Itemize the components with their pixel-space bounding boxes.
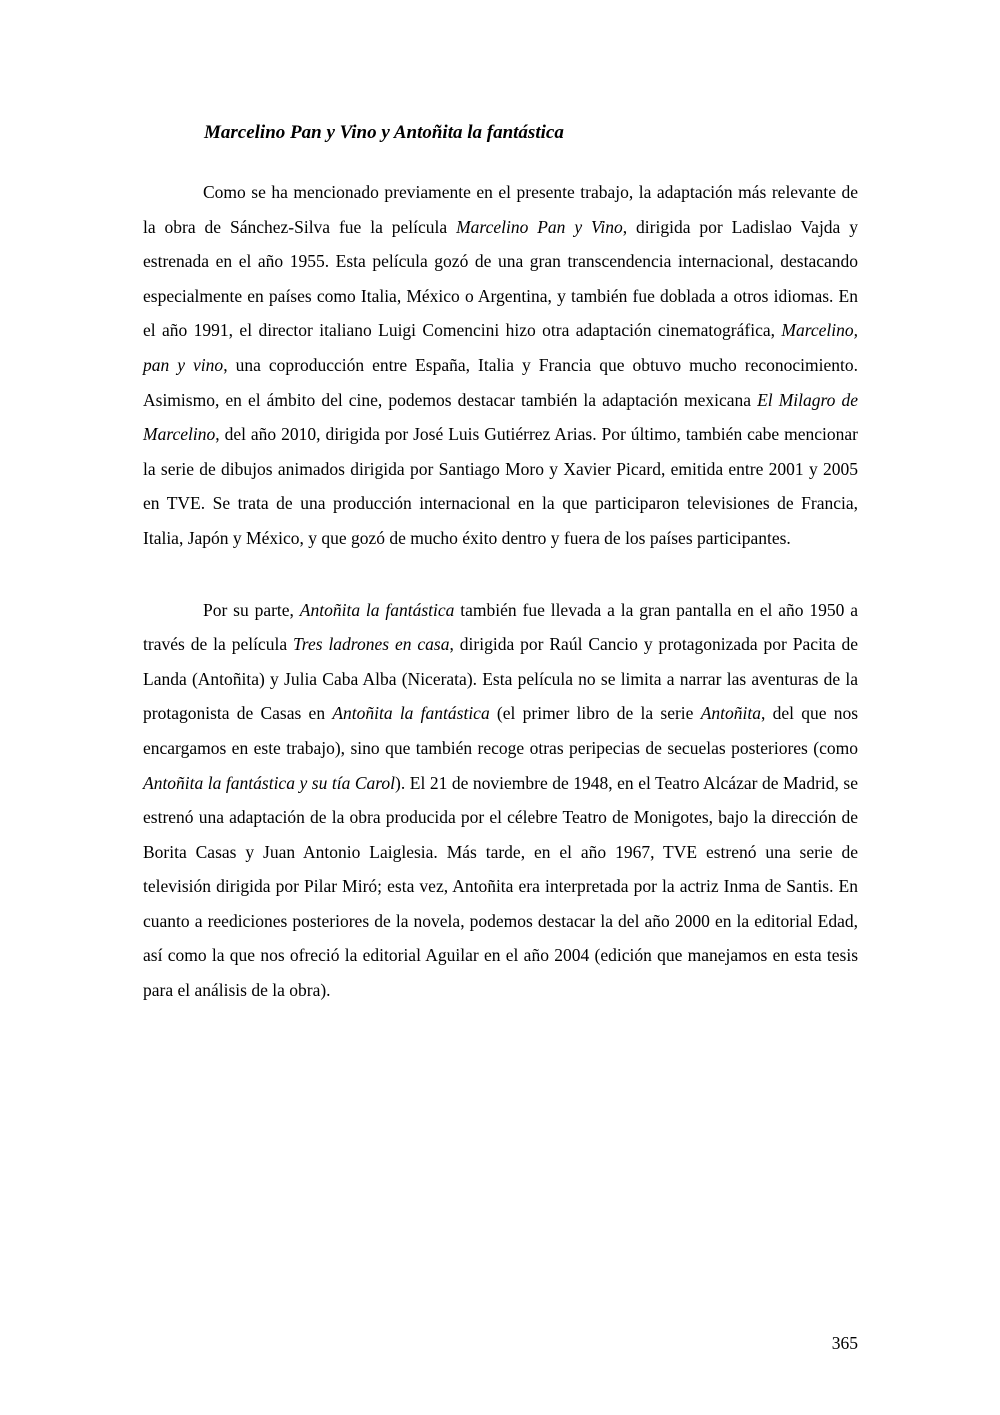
text-segment: ). El 21 de noviembre de 1948, en el Teatro Alcázar de Madrid, se estrenó una adaptación de la obra producida por el célebre Teatro de Monigotes, bajo la dirección de Borita Casas y Juan Antonio Laiglesia. Más tarde, en el año 1967, TVE estrenó una serie de televisión dirigida por Pilar Miró; esta vez, Antoñita era interpretada por la actriz Inma de Santis. En cuanto a reediciones posteriores de la novela, podemos destacar la del año 2000 en la editorial Edad, así como la que nos ofreció la editorial Aguilar en el año 2004 (edición que manejamos en esta tesis para el análisis de la obra). bbox=[143, 772, 858, 1001]
italic-text-segment: Antoñita la fantástica bbox=[299, 599, 455, 620]
paragraph bbox=[143, 593, 858, 1008]
text-segment: Por su parte, bbox=[203, 599, 300, 620]
text-segment: , del año 2010, dirigida por José Luis Gutiérrez Arias. Por último, también cabe mencionar la serie de dibujos animados dirigida por Santiago Moro y Xavier Picard, emitida entre 2001 y 2005 en TVE. Se trata de una producción internacional en la que participaron televisiones de Francia, Italia, Japón y México, y que gozó de mucho éxito dentro y fuera de los países participantes. bbox=[143, 424, 858, 548]
italic-text-segment: Tres ladrones en casa bbox=[293, 634, 450, 655]
page-number: 365 bbox=[831, 1333, 858, 1353]
section-heading: Marcelino Pan y Vino y Antoñita la fantástica bbox=[204, 122, 564, 143]
italic-text-segment: Marcelino, pan y vino bbox=[143, 320, 858, 375]
italic-text-segment: El Milagro de Marcelino bbox=[143, 389, 858, 445]
paragraph bbox=[143, 175, 858, 556]
text-segment: , dirigida por Raúl Cancio y protagonizada por Pacita de Landa (Antoñita) y Julia Caba Alba (Nicerata). Esta película no se limita a narrar las aventuras de la protagonista de Casas en bbox=[143, 634, 859, 724]
italic-text-segment: Antoñita la fantástica bbox=[332, 703, 490, 724]
text-segment: Como se ha mencionado previamente en el presente trabajo, la adaptación más relevante de la obra de Sánchez-Silva fue la película bbox=[143, 182, 858, 237]
italic-text-segment: Marcelino Pan y Vino bbox=[456, 216, 623, 237]
text-segment: también fue llevada a la gran pantalla en el año 1950 a través de la película bbox=[143, 599, 858, 655]
text-segment: (el primer libro de la serie bbox=[489, 703, 701, 724]
italic-text-segment: Antoñita bbox=[700, 703, 761, 724]
italic-text-segment: Antoñita la fantástica y su tía Carol bbox=[143, 772, 396, 793]
text-segment: , del que nos encargamos en este trabajo), sino que también recoge otras peripecias de secuelas posteriores (como bbox=[143, 703, 859, 758]
text-segment: , dirigida por Ladislao Vajda y estrenada en el año 1955. Esta película gozó de una gran transcendencia internacional, destacando especialmente en países como Italia, México o Argentina, y también fue doblada a otros idiomas. En el año 1991, el director italiano Luigi Comencini hizo otra adaptación cinematográfica, bbox=[143, 216, 858, 341]
text-segment: , una coproducción entre España, Italia y Francia que obtuvo mucho reconocimiento. Asimismo, en el ámbito del cine, podemos destacar también la adaptación mexicana bbox=[143, 354, 859, 410]
